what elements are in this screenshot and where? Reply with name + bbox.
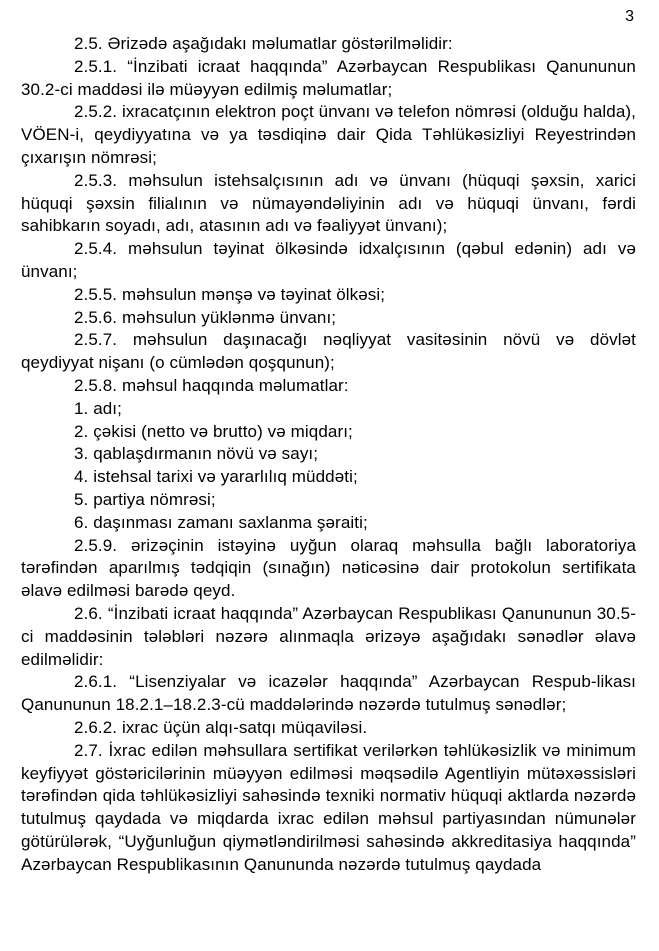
- list-item: 4. istehsal tarixi və yararlılıq müddəti;: [74, 467, 358, 487]
- paragraph: 2.5.2. ixracatçının elektron poçt ünvanı və telefon nömrəsi (olduğu halda), VÖEN-i, qeydiyyatına və ya təsdiqinə dair Qida Təhlükəsizliyi Reyestrindən çıxarışın nömrəsi;: [21, 102, 636, 167]
- paragraph: 2.5.9. ərizəçinin istəyinə uyğun olaraq məhsulla bağlı laboratoriya tərəfindən aparılmış tədqiqin (sınağın) nəticəsinə dair protokolun sertifikata əlavə edilməsi barədə qeyd.: [21, 535, 636, 601]
- list-item: 6. daşınması zamanı saxlanma şəraiti;: [74, 512, 368, 532]
- paragraph: 2.5.4. məhsulun təyinat ölkəsində idxalçısının (qəbul edənin) adı və ünvanı;: [21, 239, 636, 281]
- paragraph: 2.5.7. məhsulun daşınacağı nəqliyyat vasitəsinin növü və dövlət qeydiyyat nişanı (o cümlədən qoşqunun);: [21, 330, 636, 373]
- paragraph: 2.6. “İnzibati icraat haqqında” Azərbaycan Respublikası Qanununun 30.5-ci maddəsinin tələbləri nəzərə alınmaqla ərizəyə aşağıdakı sənədlər əlavə edilməlidir:: [21, 603, 636, 669]
- paragraph: 2.5.8. məhsul haqqında məlumatlar:: [74, 375, 349, 395]
- paragraph: 2.5. Ərizədə aşağıdakı məlumatlar göstərilməlidir:: [74, 34, 453, 53]
- list-item: 2. çəkisi (netto və brutto) və miqdarı;: [74, 421, 353, 441]
- paragraph: 2.5.1. “İnzibati icraat haqqında” Azərbaycan Respublikası Qanununun 30.2-ci maddəsi ilə müəyyən edilmiş məlumatlar;: [21, 56, 636, 99]
- paragraph: 2.6.1. “Lisenziyalar və icazələr haqqında” Azərbaycan Respub-likası Qanununun 18.2.1–18.2.3-cü maddələrində nəzərdə tutulmuş sənədlər;: [21, 672, 636, 715]
- page-number: 3: [625, 8, 634, 25]
- document-body: [21, 33, 636, 876]
- paragraph: 2.5.6. məhsulun yüklənmə ünvanı;: [74, 307, 337, 327]
- list-item: 1. adı;: [74, 398, 122, 418]
- paragraph: 2.5.5. məhsulun mənşə və təyinat ölkəsi;: [74, 284, 386, 304]
- list-item: 5. partiya nömrəsi;: [74, 489, 216, 509]
- paragraph: 2.6.2. ixrac üçün alqı-satqı müqaviləsi.: [74, 717, 368, 737]
- paragraph: 2.5.3. məhsulun istehsalçısının adı və ünvanı (hüquqi şəxsin, xarici hüquqi şəxsin filialının və nümayəndəliyinin adı və hüquqi ünvanı, fərdi sahibkarın soyadı, adı, atasının adı və fəaliyyət ünvanı);: [21, 170, 636, 236]
- paragraph: 2.7. İxrac edilən məhsullara sertifikat verilərkən təhlükəsizlik və minimum keyfiyyət göstəricilərinin müəyyən edilməsi məqsədilə Agentliyin mütəxəssisləri tərəfindən qida təhlükəsizliyi sahəsində texniki normativ hüquqi aktlarda nəzərdə tutulmuş qaydada və miqdarda ixrac edilən məhsul partiyasından nümunələr götürülərək, “Uyğunluğun qiymətləndirilməsi sahəsində akkreditasiya haqqında” Azərbaycan Respublikasının Qanununda nəzərdə tutulmuş qaydada: [21, 740, 636, 874]
- list-item: 3. qablaşdırmanın növü və sayı;: [74, 444, 319, 464]
